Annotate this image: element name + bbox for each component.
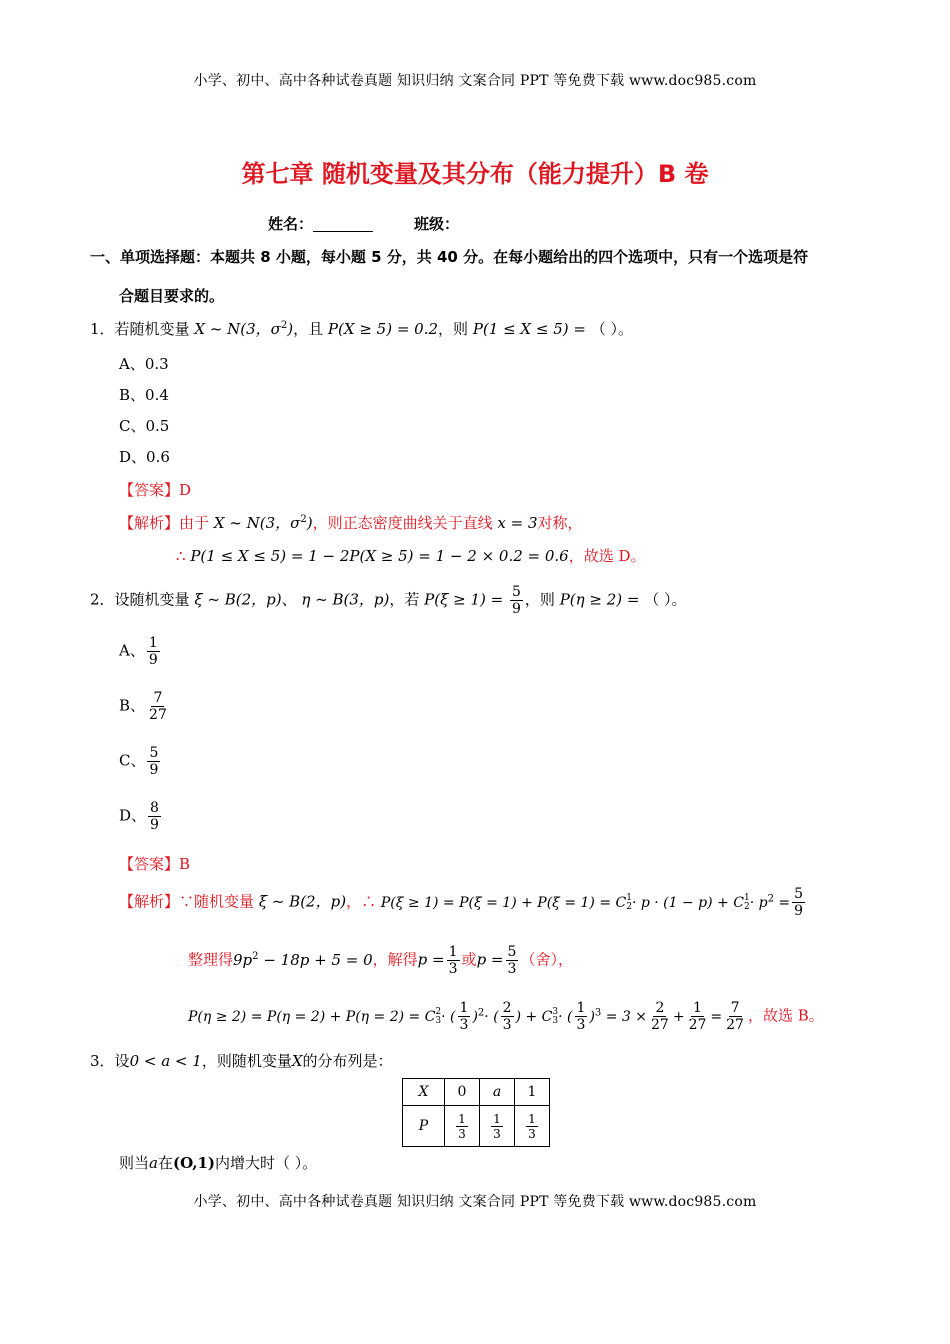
q1-option-c: C、0.5 [119, 417, 170, 435]
q1-analysis-expr-1: X ~ N(3，$\sigma^2$) [213, 514, 313, 532]
option-frac: $\frac{1}{9}$ [148, 635, 158, 668]
question-number: 2． [90, 590, 115, 609]
q2-analysis-frac-1-3: $\frac{1}{3}$ [448, 944, 458, 977]
q2-analysis-frac-5-3: $\frac{5}{3}$ [507, 944, 517, 977]
q1-analysis-text-3: 对称， [537, 514, 583, 532]
q2-analysis-line-1 [119, 886, 807, 919]
page-title: 第七章 随机变量及其分布（能力提升）B 卷 [241, 160, 709, 188]
q1-analysis-text-1: 由于 [179, 514, 210, 532]
table-cell: $\frac{1}{3}$ [515, 1106, 550, 1147]
q2-text-3: ，若 [389, 590, 420, 609]
option-frac: $\frac{8}{9}$ [150, 800, 159, 833]
q2-text-2: 、 [281, 590, 297, 609]
q2-analysis-frac-5-9: $\frac{5}{9}$ [794, 886, 804, 919]
question-number: 1． [90, 320, 115, 338]
page-header: 小学、初中、高中各种试卷真题 知识归纳 文案合同 PPT 等免费下载 www.doc985.com [193, 73, 757, 89]
q3-text-3: 的分布列是： [302, 1052, 393, 1070]
section-heading: 一、单项选择题：本题共 8 小题，每小题 5 分，共 40 分。在每小题给出的四个选项中，只有一个选项是符 [90, 248, 809, 266]
q2-analysis-expr-1: ξ ~ B(2，p) [258, 892, 347, 911]
q2-expr-1: ξ ~ B(2，p) [194, 590, 282, 609]
q1-expr-1: X ~ N(3，$\sigma^2$) [194, 320, 294, 338]
q2-option-d [119, 800, 163, 833]
q2-analysis-text-1: ∵随机变量 [179, 892, 255, 911]
table-cell: $\frac{1}{3}$ [480, 1106, 515, 1147]
option-frac: $\frac{7}{27}$ [149, 690, 167, 723]
q3-distribution-table [402, 1078, 550, 1147]
q2-option-c [119, 745, 162, 778]
q2-expr-4: P(η ≥ 2) = [559, 590, 640, 609]
question-number: 3． [90, 1052, 115, 1070]
q3-expr-3: a [149, 1154, 158, 1172]
option-label: A、 [119, 641, 145, 660]
q1-analysis-line-2 [176, 545, 646, 566]
q1-therefore: ∴ [176, 547, 191, 565]
answer-label: 【答案】 [119, 481, 180, 499]
q2-analysis-expr-2: P(ξ ≥ 1) = P(ξ = 1) + P(ξ = 1) = C 1 2 · p · (1 − p) + C 1 2 · $p^2$ = [380, 892, 791, 912]
section-heading-cont: 合题目要求的。 [119, 287, 225, 305]
q1-analysis-expr-3: P(1 ≤ X ≤ 5) = 1 − 2P(X ≥ 5) = 1 − 2 × 0.2 = 0.6 [190, 547, 569, 565]
q2-frac-5-9: $\frac{5}{9}$ [511, 584, 521, 617]
q2-text-1: 设随机变量 [114, 590, 190, 609]
name-blank [313, 231, 373, 232]
option-label: B、 [119, 696, 146, 715]
option-label: C、 [119, 751, 146, 770]
q1-expr-2: P(X ≥ 5) = 0.2 [327, 320, 439, 338]
q2-text-4: ，则 [524, 590, 555, 609]
q1-answer [119, 479, 191, 500]
q2-analysis-line-2 [188, 944, 573, 977]
q1-text-3: ，则 [438, 320, 469, 338]
q2-analysis-expr-4: p = [417, 950, 445, 969]
q2-option-b [119, 690, 171, 723]
q2-option-a [119, 635, 162, 668]
table-cell: P [403, 1106, 445, 1147]
table-row [403, 1106, 550, 1147]
q2-expr-3: P(ξ ≥ 1) = [424, 590, 504, 609]
q3-expr-2: X [291, 1052, 303, 1070]
q2-text-5: （ ）。 [644, 590, 687, 609]
name-field [268, 213, 373, 234]
q3-text-2: ，则随机变量 [201, 1052, 292, 1070]
q3-text-4: 则当 [119, 1154, 150, 1172]
q1-expr-3: P(1 ≤ X ≤ 5) = [472, 320, 586, 338]
q1-analysis-text-4: ，故选 D。 [568, 547, 646, 565]
q2-analysis-text-6: （舍）， [520, 950, 573, 969]
q3-expr-1: 0 < a < 1 [129, 1052, 202, 1070]
q1-text-2: ，且 [293, 320, 324, 338]
question-2 [90, 584, 687, 617]
q2-analysis-text-3: 整理得 [188, 950, 234, 969]
q3-continuation [119, 1152, 317, 1173]
table-row [403, 1079, 550, 1106]
q2-analysis-expr-5: p = [476, 950, 504, 969]
table-cell: X [403, 1079, 445, 1106]
page-footer: 小学、初中、高中各种试卷真题 知识归纳 文案合同 PPT 等免费下载 www.doc985.com [193, 1194, 757, 1210]
analysis-label: 【解析】 [119, 892, 180, 911]
q1-option-d: D、0.6 [119, 448, 170, 466]
option-frac: $\frac{5}{9}$ [149, 745, 159, 778]
option-label: D、 [119, 806, 147, 825]
answer-value: B [179, 855, 191, 873]
table-cell: 0 [445, 1079, 480, 1106]
q2-answer [119, 853, 190, 874]
q2-analysis-text-4: ，解得 [372, 950, 418, 969]
q2-expr-2: η ~ B(3，p) [301, 590, 390, 609]
analysis-label: 【解析】 [119, 514, 180, 532]
q3-expr-4: (O,1) [172, 1154, 216, 1172]
q1-text-4: （ ）。 [590, 320, 633, 338]
q2-analysis-expr-3: $9p^2 - 18p + 5 = 0$ [233, 950, 373, 969]
q1-analysis-text-2: ，则正态密度曲线关于直线 [312, 514, 493, 532]
q2-analysis-text-2: ，∴ [346, 892, 381, 911]
table-cell: $\frac{1}{3}$ [445, 1106, 480, 1147]
class-label: 班级： [414, 215, 460, 233]
q1-option-b: B、0.4 [119, 386, 169, 404]
q2-analysis-text-7: ，故选 B。 [747, 1006, 824, 1025]
q2-analysis-text-5: 或 [461, 950, 477, 969]
q1-option-a: A、0.3 [119, 355, 169, 373]
q2-analysis-expr-6: P(η ≥ 2) = P(η = 2) + P(η = 2) = C 2 3 · ( $\frac{1}{3}$ )$^2$· ( $\frac{2}{3}$ ) + C 3 3 · ( $\frac{1}{3}$ )$^3$ = 3 × $\frac{2}{27}$ + $\frac{1}{27}$ = $\frac{7}{27}$ [188, 1000, 744, 1033]
table-cell: a [480, 1079, 515, 1106]
q2-analysis-line-3 [188, 1000, 824, 1033]
question-3 [90, 1050, 393, 1071]
answer-value: D [179, 481, 192, 499]
name-label: 姓名： [268, 215, 314, 233]
q3-text-1: 设 [114, 1052, 130, 1070]
question-1 [90, 318, 633, 339]
table-cell: 1 [515, 1079, 550, 1106]
q1-analysis-line-1 [119, 512, 583, 533]
q3-text-6: 内增大时（ ）。 [215, 1154, 318, 1172]
q1-analysis-expr-2: x = 3 [497, 514, 538, 532]
q1-text-1: 若随机变量 [114, 320, 190, 338]
q3-text-5: 在 [157, 1154, 173, 1172]
answer-label: 【答案】 [119, 855, 180, 873]
